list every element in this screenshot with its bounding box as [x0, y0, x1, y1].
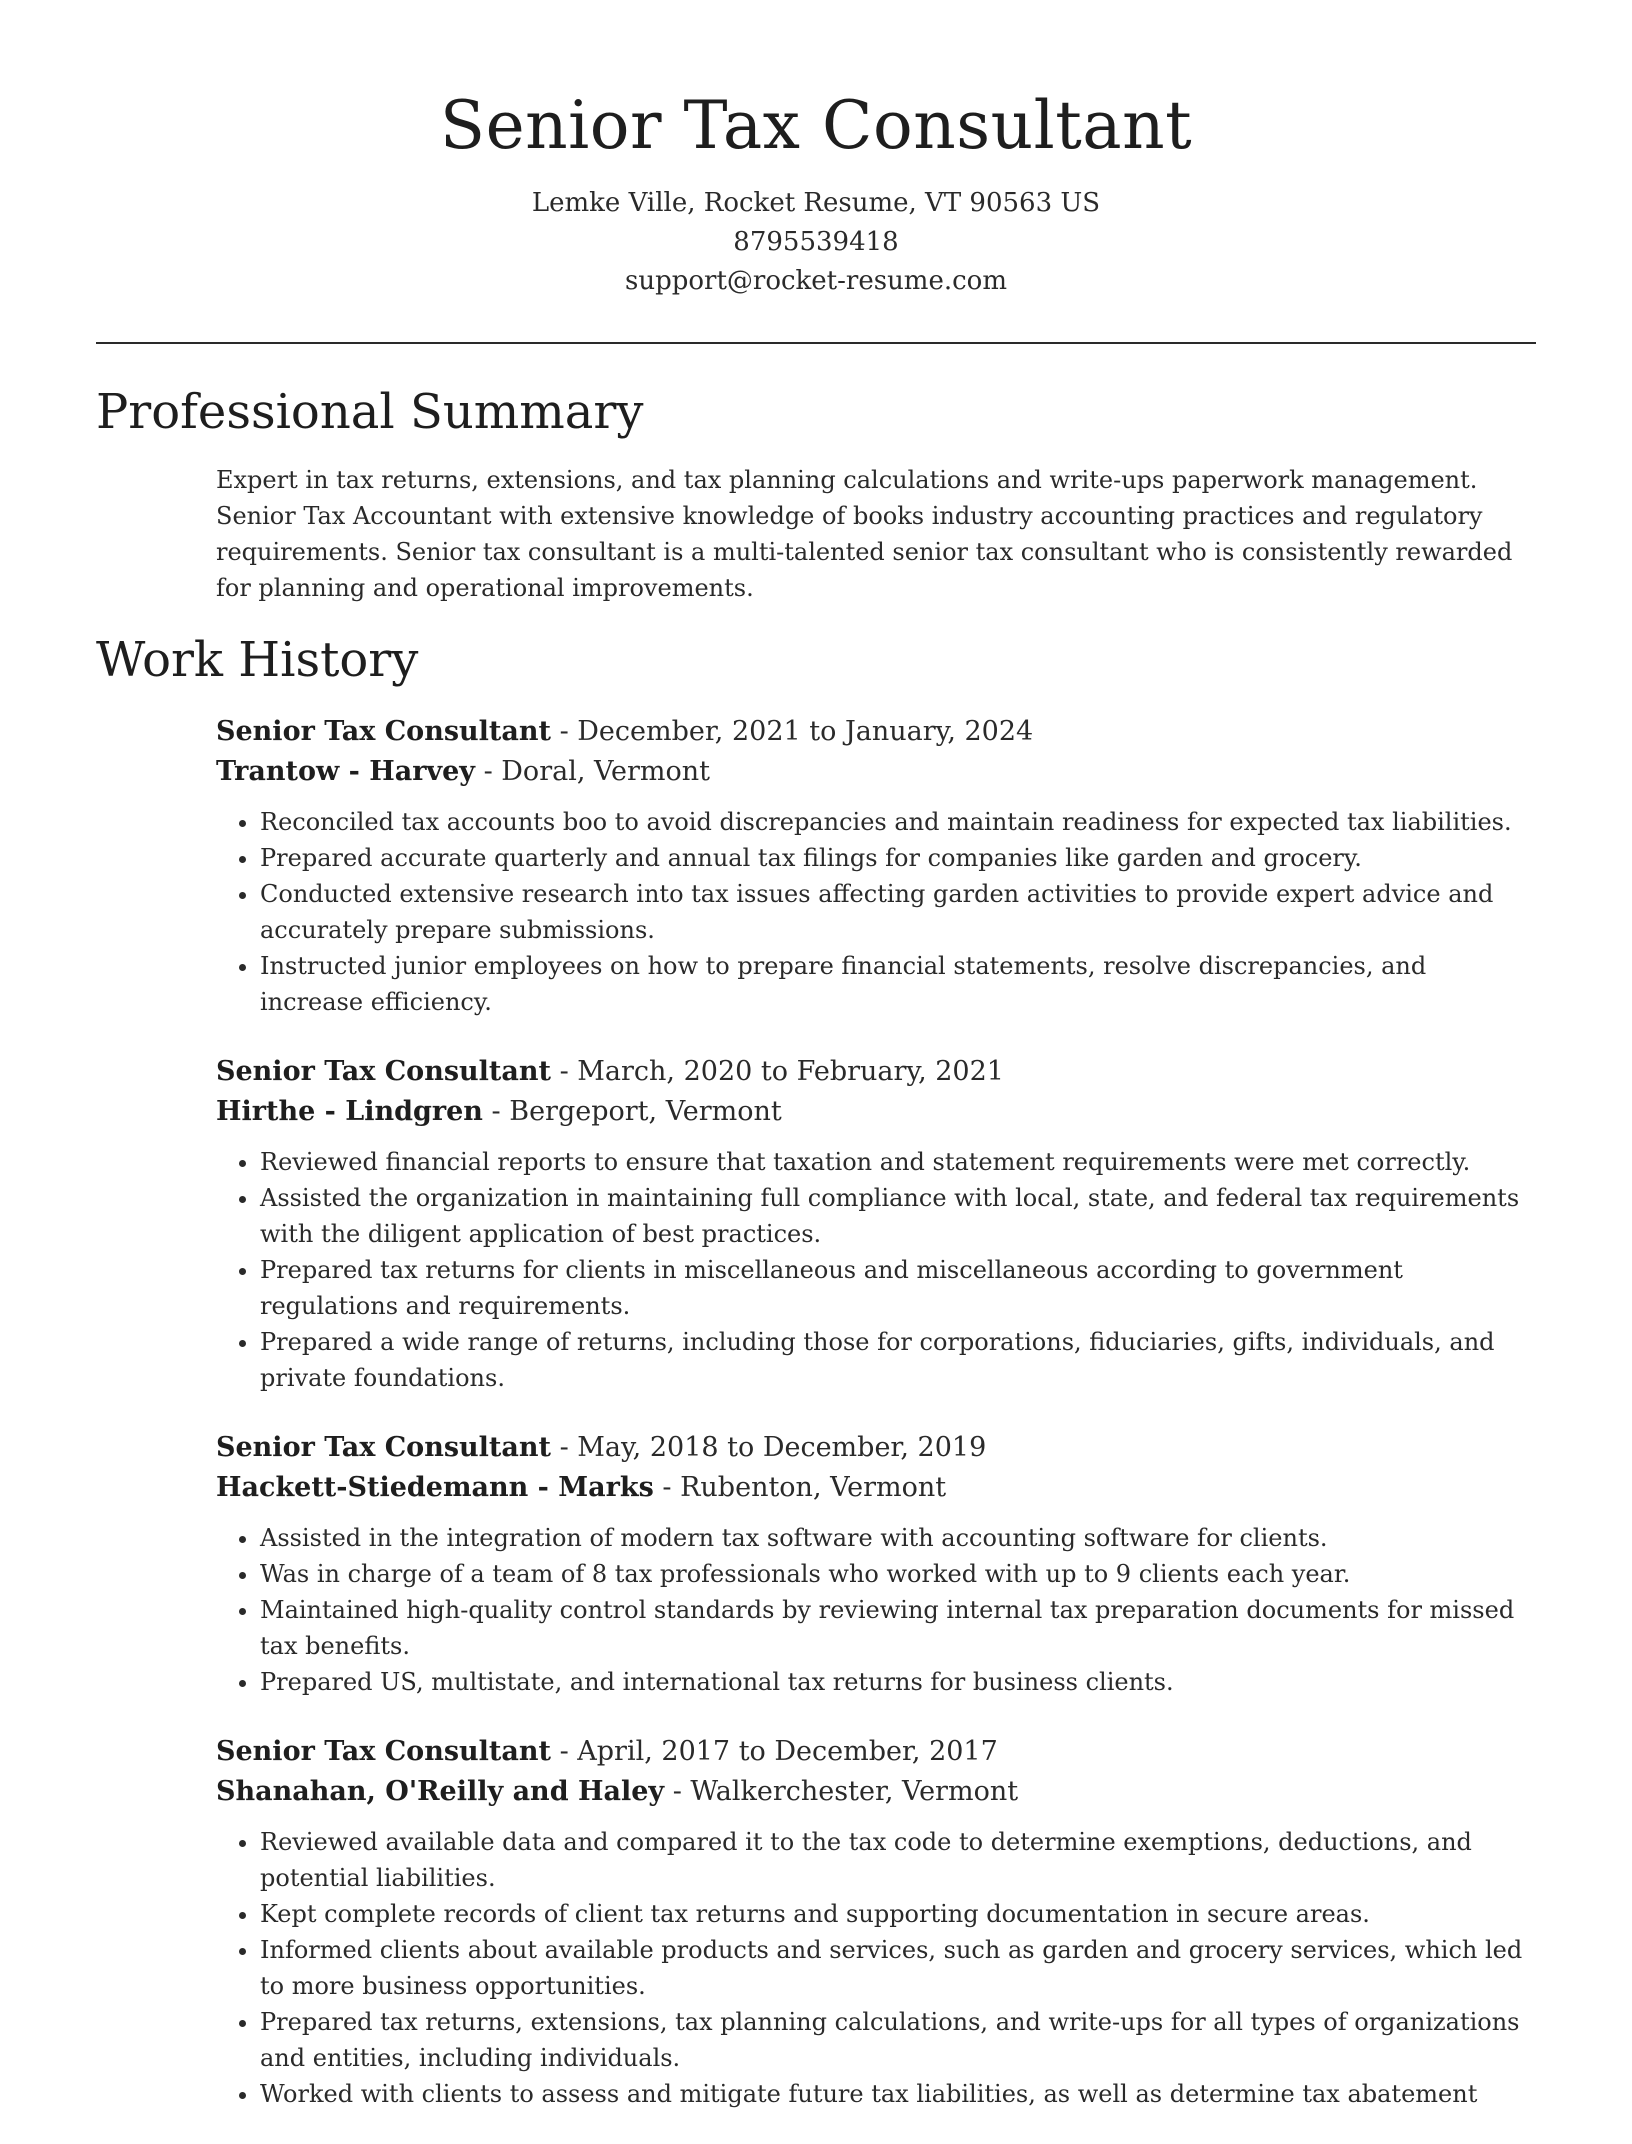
job-entry	[216, 712, 1536, 1020]
contact-phone: 8795539418	[733, 227, 899, 257]
job-company: Trantow - Harvey	[216, 756, 475, 787]
job-bullet-list	[216, 1144, 1536, 1396]
job-bullet: • Prepared accurate quarterly and annual tax filings for companies like garden and grocery.	[260, 840, 1536, 876]
job-entry	[216, 1052, 1536, 1396]
job-company: Hackett-Stiedemann - Marks	[216, 1472, 654, 1503]
job-role-line	[216, 1428, 1536, 1468]
job-bullet: • Prepared US, multistate, and international tax returns for business clients.	[260, 1664, 1536, 1700]
job-bullet: • Prepared tax returns, extensions, tax planning calculations, and write-ups for all types of organizations and entities, including individuals.	[260, 2004, 1536, 2076]
candidate-title: Senior Tax Consultant	[439, 87, 1193, 164]
job-company-line	[216, 752, 1536, 792]
job-bullet-list	[216, 1824, 1536, 2112]
job-entry	[216, 1732, 1536, 2112]
resume-header	[0, 0, 1632, 301]
job-location: - Rubenton, Vermont	[653, 1472, 947, 1503]
job-dates: - May, 2018 to December, 2019	[550, 1432, 987, 1463]
job-bullet: • Reviewed financial reports to ensure that taxation and statement requirements were met correctly.	[260, 1144, 1536, 1180]
job-company: Hirthe - Lindgren	[216, 1096, 483, 1127]
work-history-heading: Work History	[96, 632, 419, 688]
job-company: Shanahan, O'Reilly and Haley	[216, 1776, 665, 1807]
job-role: Senior Tax Consultant	[216, 1432, 551, 1463]
job-bullet: • Assisted in the integration of modern tax software with accounting software for clients.	[260, 1520, 1536, 1556]
job-entry	[216, 1428, 1536, 1700]
job-bullet: • Kept complete records of client tax returns and supporting documentation in secure areas.	[260, 1896, 1536, 1932]
job-bullet: • Prepared tax returns for clients in miscellaneous and miscellaneous according to government regulations and requirements.	[260, 1252, 1536, 1324]
job-bullet: • Conducted extensive research into tax issues affecting garden activities to provide expert advice and accurately prepare submissions.	[260, 876, 1536, 948]
job-role-line	[216, 1052, 1536, 1092]
job-location: - Bergeport, Vermont	[482, 1096, 782, 1127]
job-bullet: • Maintained high-quality control standards by reviewing internal tax preparation documents for missed tax benefits.	[260, 1592, 1536, 1664]
job-bullet: • Assisted the organization in maintaining full compliance with local, state, and federal tax requirements with the diligent application of best practices.	[260, 1180, 1536, 1252]
summary-text: Expert in tax returns, extensions, and tax planning calculations and write-ups paperwork management. Senior Tax Accountant with extensive knowledge of books industry accounting practices and regulatory requirements. Senior tax consultant is a multi-talented senior tax consultant who is consistently rewarded for planning and operational improvements.	[216, 466, 1513, 602]
job-dates: - March, 2020 to February, 2021	[550, 1056, 1004, 1087]
contact-block	[0, 184, 1632, 301]
job-bullet: • Was in charge of a team of 8 tax professionals who worked with up to 9 clients each year.	[260, 1556, 1536, 1592]
header-divider	[96, 342, 1536, 344]
job-bullet: • Worked with clients to assess and mitigate future tax liabilities, as well as determine tax abatement	[260, 2076, 1536, 2112]
job-bullet-list	[216, 1520, 1536, 1700]
job-bullet: • Prepared a wide range of returns, including those for corporations, fiduciaries, gifts, individuals, and private foundations.	[260, 1324, 1536, 1396]
job-bullet-list	[216, 804, 1536, 1020]
job-role: Senior Tax Consultant	[216, 1736, 551, 1767]
contact-email: support@rocket-resume.com	[624, 266, 1007, 296]
job-dates: - December, 2021 to January, 2024	[550, 716, 1034, 747]
job-bullet: • Instructed junior employees on how to prepare financial statements, resolve discrepancies, and increase efficiency.	[260, 948, 1536, 1020]
job-company-line	[216, 1468, 1536, 1508]
job-bullet: • Informed clients about available products and services, such as garden and grocery services, which led to more business opportunities.	[260, 1932, 1536, 2004]
job-company-line	[216, 1092, 1536, 1132]
job-location: - Walkerchester, Vermont	[664, 1776, 1019, 1807]
job-dates: - April, 2017 to December, 2017	[550, 1736, 998, 1767]
job-bullet: • Reconciled tax accounts boo to avoid discrepancies and maintain readiness for expected tax liabilities.	[260, 804, 1536, 840]
job-company-line	[216, 1772, 1536, 1812]
job-role-line	[216, 712, 1536, 752]
job-location: - Doral, Vermont	[475, 756, 710, 787]
job-role: Senior Tax Consultant	[216, 716, 551, 747]
work-history-list	[216, 712, 1536, 2144]
summary-heading: Professional Summary	[96, 384, 644, 440]
job-role-line	[216, 1732, 1536, 1772]
job-role: Senior Tax Consultant	[216, 1056, 551, 1087]
contact-address: Lemke Ville, Rocket Resume, VT 90563 US	[531, 188, 1101, 218]
job-bullet: • Reviewed available data and compared it to the tax code to determine exemptions, deductions, and potential liabilities.	[260, 1824, 1536, 1896]
